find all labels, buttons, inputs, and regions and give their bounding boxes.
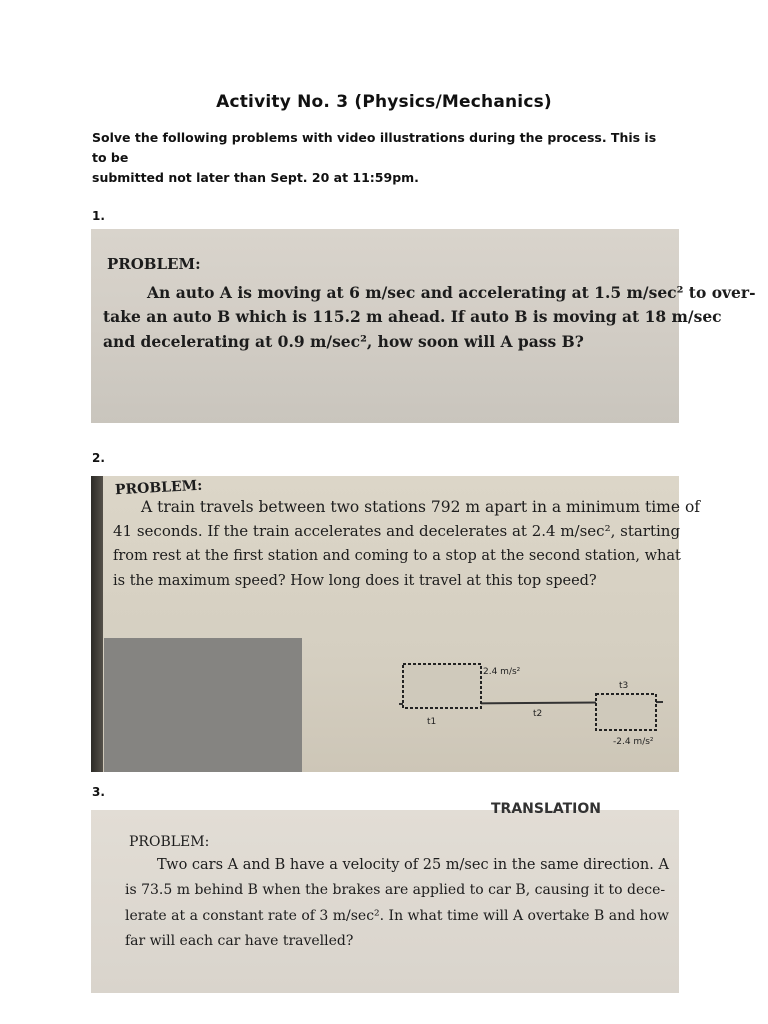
problem-3-line-3: lerate at a constant rate of 3 m/sec². In what time will A overtake B and how <box>125 908 669 924</box>
document-title: Activity No. 3 (Physics/Mechanics) <box>216 92 552 112</box>
problem-number-1: 1. <box>92 209 105 223</box>
problem-2-line-4: is the maximum speed? How long does it travel at this top speed? <box>113 573 597 589</box>
problem-1-line-3: and decelerating at 0.9 m/sec², how soon will A pass B? <box>103 332 584 351</box>
instructions-line-1: Solve the following problems with video illustrations during the process. This is to be <box>92 130 657 165</box>
problem-3-header-fragment: TRANSLATION <box>491 801 602 817</box>
decel-label: -2.4 m/s² <box>613 737 654 747</box>
problem-2-photo <box>91 476 701 772</box>
problem-3-line-2: is 73.5 m behind B when the brakes are applied to car B, causing it to dece- <box>125 882 666 898</box>
problem-3-line-4: far will each car have travelled? <box>125 933 354 949</box>
problem-3-photo <box>91 801 679 993</box>
accel-box <box>403 664 481 708</box>
redacted-block <box>104 638 302 772</box>
t1-label: t1 <box>427 717 437 727</box>
instructions <box>92 128 672 188</box>
problem-3-line-1: Two cars A and B have a velocity of 25 m/sec in the same direction. A <box>157 857 669 873</box>
problem-number-2: 2. <box>92 451 105 465</box>
t3-label: t3 <box>619 681 629 691</box>
problem-1-label: PROBLEM: <box>107 255 201 273</box>
train-motion-diagram <box>391 664 673 764</box>
problem-2-line-1: A train travels between two stations 792 m apart in a minimum time of <box>141 498 701 516</box>
problem-1-line-1: An auto A is moving at 6 m/sec and accelerating at 1.5 m/sec² to over- <box>147 283 756 302</box>
problem-2-label: PROBLEM: <box>114 477 203 499</box>
instructions-line-2: submitted not later than Sept. 20 at 11:59pm. <box>92 170 419 185</box>
problem-number-3: 3. <box>92 785 105 799</box>
problem-2-line-2: 41 seconds. If the train accelerates and decelerates at 2.4 m/sec², starting <box>113 522 681 540</box>
problem-2-line-3: from rest at the first station and coming to a stop at the second station, what <box>113 548 681 564</box>
t2-label: t2 <box>533 709 543 719</box>
problem-1-line-2: take an auto B which is 115.2 m ahead. If auto B is moving at 18 m/sec <box>103 307 722 326</box>
decel-box <box>596 694 656 730</box>
problem-3-label: PROBLEM: <box>129 834 210 850</box>
problem-1-photo <box>91 229 756 423</box>
accel-label: 2.4 m/s² <box>483 667 521 677</box>
